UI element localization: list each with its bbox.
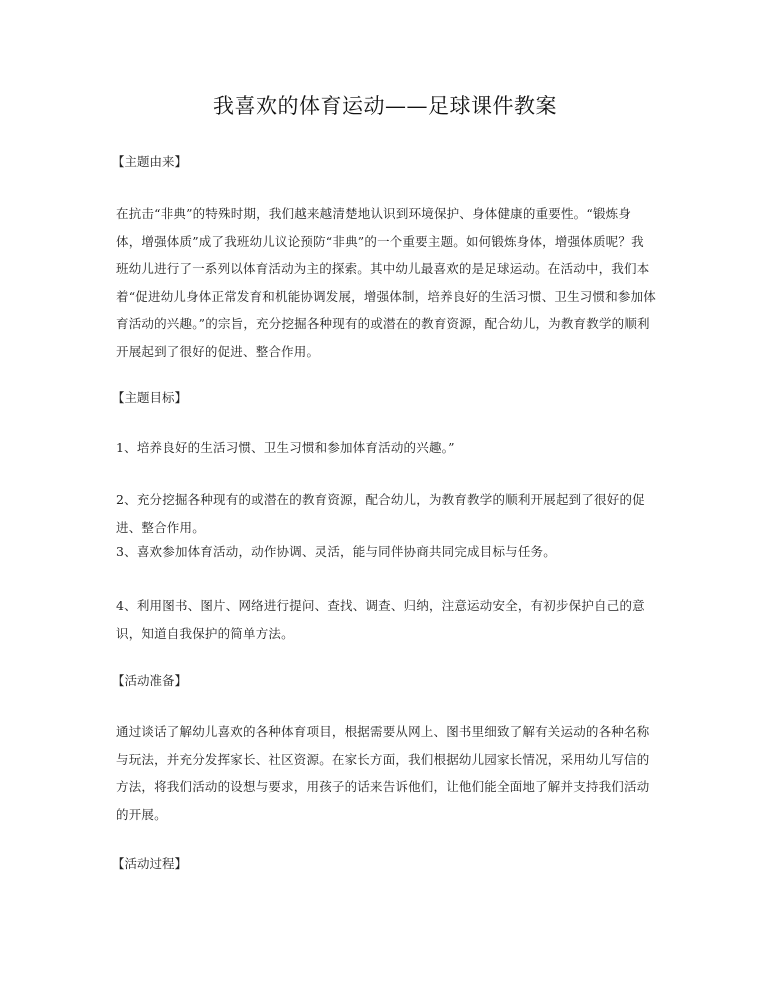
document-title: 我喜欢的体育运动——足球课件教案	[213, 94, 557, 118]
goal-item-4: 4、利用图书、图片、网络进行提问、查找、调查、归纳，注意运动安全，有初步保护自己的意识，知道自我保护的简单方法。	[116, 598, 645, 641]
section-heading-goals: 【主题目标】	[112, 390, 188, 405]
goal-item-3: 3、喜欢参加体育活动，动作协调、灵活，能与同伴协商共同完成目标与任务。	[116, 544, 556, 559]
section-heading-preparation: 【活动准备】	[112, 673, 188, 688]
preparation-paragraph: 通过谈话了解幼儿喜欢的各种体育项目，根据需要从网上、图书里细致了解有关运动的各种名称与玩法，并充分发挥家长、社区资源。在家长方面，我们根据幼儿园家长情况，采用幼儿写信的方法，将我们活动的设想与要求，用孩子的话来告诉他们，让他们能全面地了解并支持我们活动的开展。	[116, 724, 650, 822]
goal-item-1: 1、培养良好的生活习惯、卫生习惯和参加体育活动的兴趣。”	[116, 440, 455, 455]
section-heading-origin: 【主题由来】	[112, 154, 188, 169]
origin-paragraph: 在抗击“非典”的特殊时期，我们越来越清楚地认识到环境保护、身体健康的重要性。“锻炼身体，增强体质”成了我班幼儿议论预防“非典”的一个重要主题。如何锻炼身体，增强体质呢？我班幼儿进行了一系列以体育活动为主的探索。其中幼儿最喜欢的是足球运动。在活动中，我们本着“促进幼儿身体正常发育和机能协调发展，增强体制，培养良好的生活习惯、卫生习惯和参加体育活动的兴趣。”的宗旨，充分挖掘各种现有的或潜在的教育资源，配合幼儿，为教育教学的顺利开展起到了很好的促进、整合作用。	[116, 206, 656, 359]
goal-item-2: 2、充分挖掘各种现有的或潜在的教育资源，配合幼儿，为教育教学的顺利开展起到了很好的促进、整合作用。	[116, 492, 645, 535]
section-heading-process: 【活动过程】	[112, 856, 188, 871]
